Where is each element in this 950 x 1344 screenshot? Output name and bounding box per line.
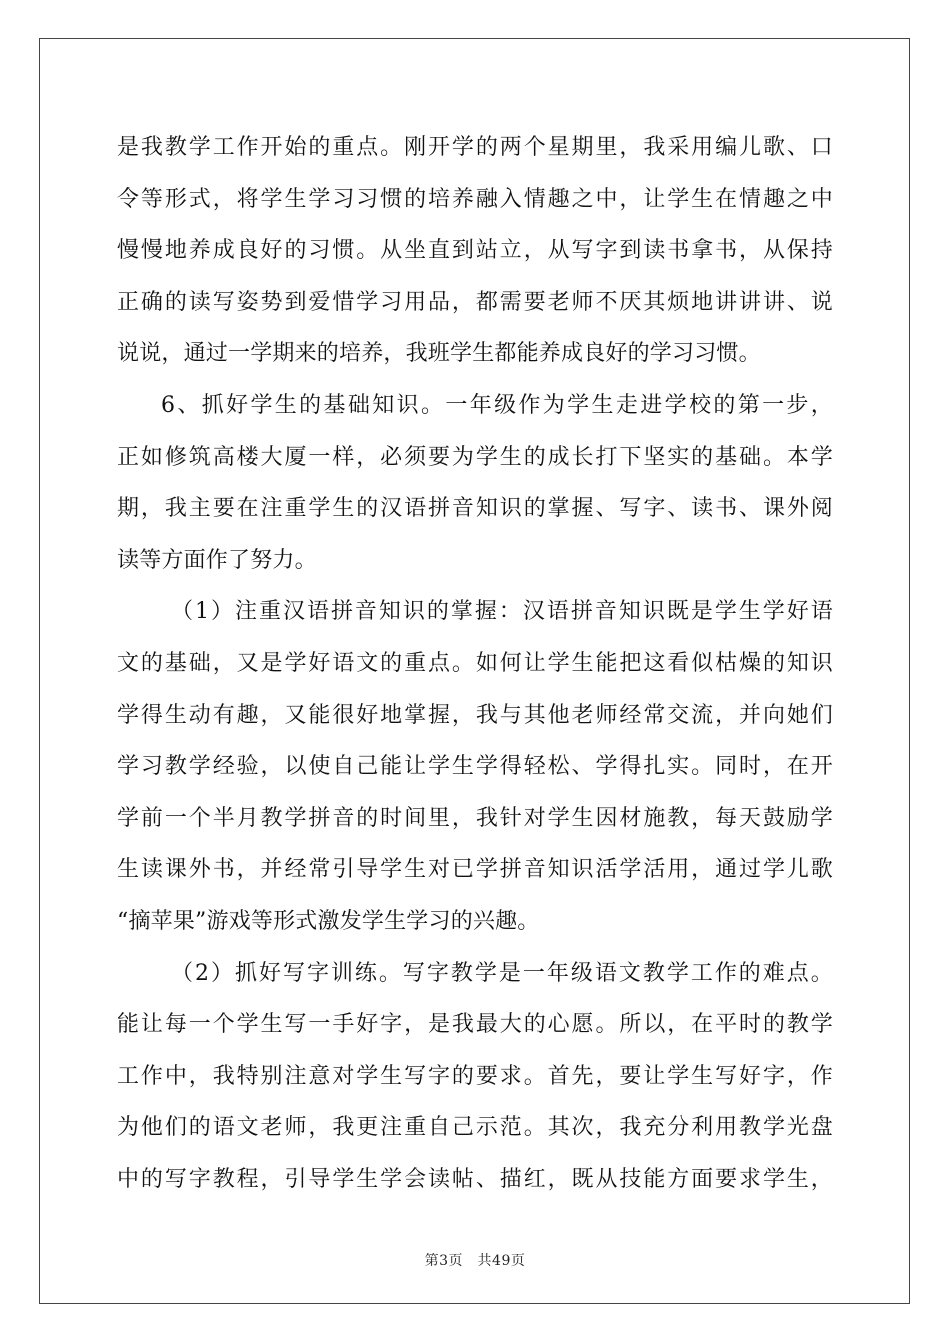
paragraph-6-line: 6、抓好学生的基础知识。一年级作为学生走进学校的第一步， (161, 392, 833, 418)
text-line: 说说，通过一学期来的培养，我班学生都能养成良好的学习习惯。 (117, 341, 761, 367)
text-line: 慢慢地养成良好的习惯。从坐直到站立，从写字到读书拿书，从保持 (117, 238, 833, 264)
text-line: 为他们的语文老师，我更注重自己示范。其次，我充分利用教学光盘 (117, 1115, 833, 1141)
text-line: 是我教学工作开始的重点。刚开学的两个星期里，我采用编儿歌、口 (117, 135, 833, 160)
text-line: 期，我主要在注重学生的汉语拼音知识的掌握、写字、读书、课外阅 (117, 496, 833, 522)
text-line: 学前一个半月教学拼音的时间里，我针对学生因材施教，每天鼓励学 (117, 805, 833, 831)
document-body (117, 122, 833, 1205)
text-line: 文的基础，又是学好语文的重点。如何让学生能把这看似枯燥的知识 (117, 650, 833, 676)
text-line: 正确的读写姿势到爱惜学习用品，都需要老师不厌其烦地讲讲讲、说 (117, 289, 833, 315)
subsection-2-line: （2）抓好写字训练。写字教学是一年级语文教学工作的难点。 (171, 960, 833, 986)
text-line: 令等形式，将学生学习习惯的培养融入情趣之中，让学生在情趣之中 (117, 186, 833, 212)
text-line: 学得生动有趣，又能很好地掌握，我与其他老师经常交流，并向她们 (117, 702, 833, 728)
text-line: “摘苹果”游戏等形式激发学生学习的兴趣。 (117, 908, 540, 934)
text-line: 能让每一个学生写一手好字，是我最大的心愿。所以，在平时的教学 (117, 1012, 833, 1038)
text-line: 学习教学经验，以使自己能让学生学得轻松、学得扎实。同时，在开 (117, 754, 833, 780)
text-line: 生读课外书，并经常引导学生对已学拼音知识活学活用，通过学儿歌 (117, 857, 833, 883)
text-line: 工作中，我特别注意对学生写字的要求。首先，要让学生写好字，作 (117, 1063, 833, 1089)
text-line: 正如修筑高楼大厦一样，必须要为学生的成长打下坚实的基础。本学 (117, 444, 833, 470)
text-line: 中的写字教程，引导学生学会读帖、描红，既从技能方面要求学生， (117, 1166, 833, 1192)
text-line: 读等方面作了努力。 (117, 547, 317, 573)
subsection-1-line: （1）注重汉语拼音知识的掌握：汉语拼音知识既是学生学好语 (171, 599, 833, 625)
page-number: 第3页 共49页 (424, 1253, 526, 1269)
